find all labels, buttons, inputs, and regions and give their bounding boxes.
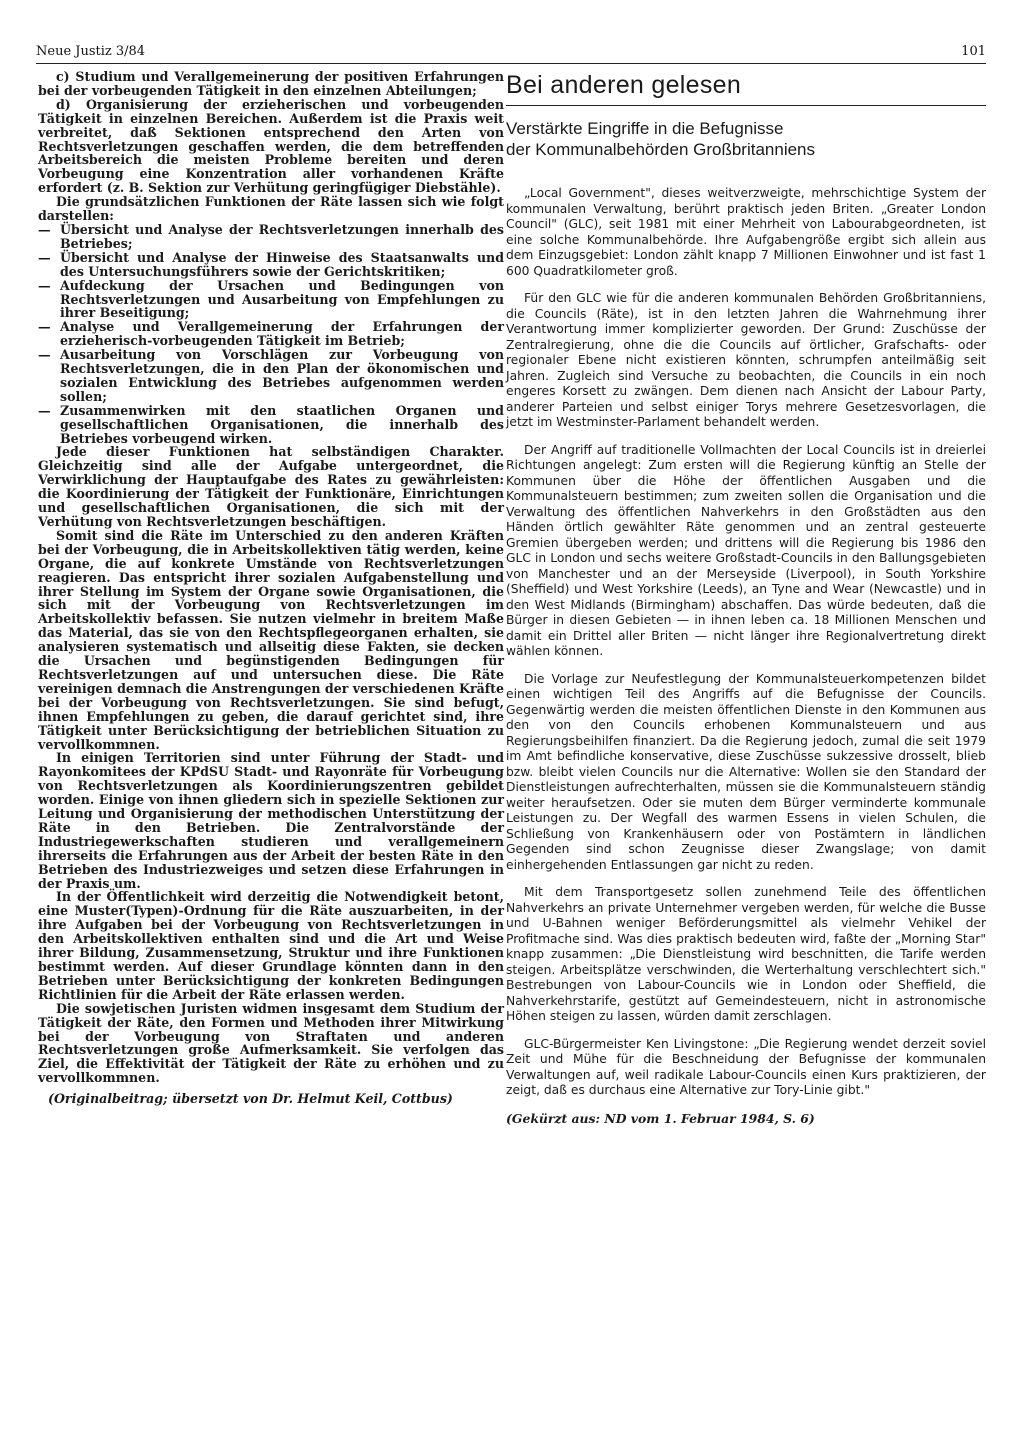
journal-issue: Neue Justiz 3/84 xyxy=(36,44,146,59)
right-column xyxy=(506,70,986,1138)
header-rule xyxy=(36,63,986,64)
paragraph: Der Angriff auf traditionelle Vollmachten der Local Councils ist in dreierlei Richtungen angelegt: Zum ersten will die Regierung künftig an Stelle der Kommunen über die Höhe der öffentlichen Ausgaben und die Kommunalsteuern bestimmen; zum zweiten sollen die Organisation und die Verwaltung des öffentlichen Nahverkehrs in den Großstädten aus den Händen örtlich gewählter Räte genommen und an zentral gesteuerte Gremien übergeben werden; und drittens will die Regierung bis 1986 den GLC in London und sechs weitere Großstadt-Councils in den Ballungsgebieten von Manchester und an der Merseyside (Liverpool), in South Yorkshire (Sheffield) und West Yorkshire (Leeds), an Tyne and Wear (Newcastle) und in den West Midlands (Birmingham) abschaffen. Das würde bedeuten, daß die Bürger in diesen Gebieten — in ihnen leben ca. 18 Millionen Menschen und damit ein Drittel aller Briten — nicht länger ihre Regionalvertretung direkt wählen können. xyxy=(506,442,986,658)
article-credit: (Originalbeitrag; übersetzt von Dr. Helmut Keil, Cottbus) xyxy=(48,1091,453,1107)
paragraph: Somit sind die Räte im Unterschied zu den anderen Kräften bei der Vorbeugung, die in Arbeitskollektiven tätig werden, keine Organe, die auf konkrete Umstände von Rechtsverletzungen reagieren. Das entspricht ihrer sozialen Aufgabenstellung und ihrer Stellung im System der Organe sowie Organisationen, die sich mit der Vorbeugung von Rechtsverletzungen im Arbeitskollektiv befassen. Sie nutzen vielmehr in breitem Maße das Material, das sie von den Rechtspflegeorganen erhalten, sie analysieren systematisch und allseitig diese Fakten, sie decken die Ursachen und begünstigenden Bedingungen für Rechtsverletzungen auf und untersuchen diese. Die Räte vereinigen demnach die Anstrengungen der verschiedenen Kräfte bei der Vorbeugung von Rechtsverletzungen. Sie sind befugt, ihnen Empfehlungen zu geben, die darauf gerichtet sind, ihre Tätigkeit unter Berücksichtigung der betrieblichen Situation zu vervollkommnen. xyxy=(38,527,504,752)
list-item: — Analyse und Verallgemeinerung der Erfahrungen der erzieherisch-vorbeugenden Tätigkeit im Betrieb; xyxy=(38,320,504,348)
paragraph: GLC-Bürgermeister Ken Livingstone: „Die Regierung wendet derzeit soviel Zeit und Mühe für die Beschneidung der Befugnisse der kommunalen Verwaltungen auf, weil radikale Labour-Councils einen Kurs praktizieren, der zeigt, daß es durchaus eine Alternative zur Tory-Linie gibt." xyxy=(506,1036,986,1097)
list-item: — Zusammenwirken mit den staatlichen Organen und gesellschaftlichen Organisationen, die innerhalb des Betriebes vorbeugend wirken. xyxy=(38,404,504,446)
paragraph: In der Öffentlichkeit wird derzeitig die Notwendigkeit betont, eine Muster(Typen)-Ordnung für die Räte auszuarbeiten, in der ihre Aufgaben bei der Vorbeugung von Rechtsverletzungen in den Arbeitskollektiven enthalten sind und die Art und Weise ihrer Bildung, Zusammensetzung, Struktur und ihre Funktionen bestimmt werden. Auf dieser Grundlage könnten dann in den Betrieben unter Berücksichtigung der konkreten Bedingungen Richtlinien für die Arbeit der Räte erlassen werden. xyxy=(38,889,504,1002)
section-rule xyxy=(506,105,986,106)
list-item: — Ausarbeitung von Vorschlägen zur Vorbeugung von Rechtsverletzungen, die in den Plan der ökonomischen und sozialen Entwicklung des Betriebes aufgenommen werden sollen; xyxy=(38,348,504,404)
journal-page xyxy=(36,44,986,1414)
paragraph: d) Organisierung der erzieherischen und vorbeugenden Tätigkeit in einzelnen Bereichen. Außerdem ist die Praxis weit verbreitet, daß Sektionen entsprechend den Arten von Rechtsverletzungen geschaffen werden, die dem betreffenden Arbeitsbereich die meisten Probleme bereiten und deren Vorbeugung eine Konzentration aller vorhandenen Kräfte erfordert (z. B. Sektion zur Verhütung geringfügiger Diebstähle). xyxy=(38,96,504,196)
paragraph: c) Studium und Verallgemeinerung der positiven Erfahrungen bei der vorbeugenden Tätigkeit in den einzelnen Abteilungen; xyxy=(38,69,504,98)
left-column xyxy=(38,70,504,1106)
paragraph: „Local Government", dieses weitverzweigte, mehrschichtige System der kommunalen Verwaltung, berührt praktisch jeden Briten. „Greater London Council" (GLC), seit 1981 mit einer Mehrheit von Labourabgeordneten, ist eine solche Kommunalbehörde. Ihre Aufgabengröße ergibt sich allein aus dem Einzugsgebiet: London zählt knapp 7 Millionen Einwohner und ist fast 1 600 Quadratkilometer groß. xyxy=(506,186,986,278)
paragraph: Für den GLC wie für die anderen kommunalen Behörden Großbritanniens, die Councils (Räte), ist in den letzten Jahren die Wahrnehmung ihrer Verantwortung immer komplizierter geworden. Der Grund: Zuschüsse der Zentralregierung, ohne die die Councils auf örtlicher, Grafschafts- oder regionaler Ebene nicht existieren könnten, schrumpfen anteilmäßig seit Jahren. Zugleich sind Versuche zu beobachten, die Councils in ein noch engeres Korsett zu zwängen. Dem dienen nach Ansicht der Labour Party, anderer Parteien und selbst einiger Torys mehrere Gesetzesvorlagen, die jetzt im Westminster-Parlament behandelt werden. xyxy=(506,291,986,429)
source-citation: (Gekürzt aus: ND vom 1. Februar 1984, S. 6) xyxy=(506,1110,815,1126)
section-title: Bei anderen gelesen xyxy=(506,71,742,99)
article-title xyxy=(506,118,986,160)
article-title-line: der Kommunalbehörden Großbritanniens xyxy=(506,140,816,159)
page-number: 101 xyxy=(961,44,986,59)
paragraph: Die Vorlage zur Neufestlegung der Kommunalsteuerkompetenzen bildet einen wichtigen Teil des Angriffs auf die Befugnisse der Councils. Gegenwärtig werden die meisten öffentlichen Dienste in den Kommunen aus den von den Councils erhobenen Kommunalsteuern und aus Regierungsbeihilfen finanziert. Da die Regierung jedoch, zumal die seit 1979 im Amt befindliche konservative, diese Zuschüsse sukzessive drosselt, blieb bzw. bleibt vielen Councils nur die Alternative: Wollen sie den Standard der Dienstleistungen aufrechterhalten, müssen sie die Kommunalsteuern ständig weiter heraufsetzen. Oder sie muten dem Bürger verminderte kommunale Leistungen zu. Der Wegfall des warmen Essens in vielen Schulen, die Schließung von Krankenhäusern oder von Postämtern in ländlichen Gegenden sind schon Zeugnisse dieser Zwangslage; von damit einhergehenden Entlassungen gar nicht zu reden. xyxy=(506,671,986,872)
paragraph: Mit dem Transportgesetz sollen zunehmend Teile des öffentlichen Nahverkehrs an private Unternehmer vergeben werden, für welche die Busse und U-Bahnen weniger Beförderungsmittel als vielmehr Vehikel der Profitmache sind. Was dies praktisch bedeuten wird, faßte der „Morning Star" knapp zusammen: „Die Dienstleistung wird beschnitten, die Tarife werden steigen. Arbeitsplätze verschwinden, die Werterhaltung verschlechtert sich." Bestrebungen von Labour-Councils wie in London oder Sheffield, die Nahverkehrstarife, gestützt auf Gemeindesteuern, nicht in astronomische Höhen steigen zu lassen, würden damit zerschlagen. xyxy=(506,885,986,1023)
list-item: — Aufdeckung der Ursachen und Bedingungen von Rechtsverletzungen und Ausarbeitung von Empfehlungen zu ihrer Beseitigung; xyxy=(38,279,504,321)
article-title-line: Verstärkte Eingriffe in die Befugnisse xyxy=(506,119,784,138)
paragraph: Die grundsätzlichen Funktionen der Räte lassen sich wie folgt darstellen: xyxy=(38,194,504,224)
paragraph: Die sowjetischen Juristen widmen insgesamt dem Studium der Tätigkeit der Räte, den Formen und Methoden ihrer Mitwirkung bei der Vorbeugung von Straftaten und anderen Rechtsverletzungen große Aufmerksamkeit. Sie verfolgen das Ziel, die Effektivität der Tätigkeit der Räte zu erhöhen und zu vervollkommnen. xyxy=(38,1000,504,1086)
list-item: — Übersicht und Analyse der Rechtsverletzungen innerhalb des Betriebes; xyxy=(38,223,504,251)
paragraph: In einigen Territorien sind unter Führung der Stadt- und Rayonkomitees der KPdSU Stadt- und Rayonräte für Vorbeugung von Rechtsverletzungen als Koordinierungszentren gebildet worden. Einige von ihnen gliedern sich in spezielle Sektionen zur Leitung und Organisierung der methodischen Unterstützung der Räte in den Betrieben. Die Zentralvorstände der Industriegewerkschaften studieren und verallgemeinern ihrerseits die Erfahrungen aus der Arbeit der besten Räte in den Betrieben des Industriezweiges und setzen diese Erfahrungen in der Praxis um. xyxy=(38,750,504,891)
function-list xyxy=(38,223,504,446)
paragraph: Jede dieser Funktionen hat selbständigen Charakter. Gleichzeitig sind alle der Aufgabe untergeordnet, die Verwirklichung der Hauptaufgabe des Rates zu gewährleisten: die Koordinierung der Tätigkeit der Funktionäre, Einrichtungen und gesellschaftlichen Organisationen, die sich mit der Verhütung von Rechtsverletzungen beschäftigen. xyxy=(38,444,504,529)
list-item: — Übersicht und Analyse der Hinweise des Staatsanwalts und des Untersuchungsführers sowie der Gerichtskritiken; xyxy=(38,251,504,279)
